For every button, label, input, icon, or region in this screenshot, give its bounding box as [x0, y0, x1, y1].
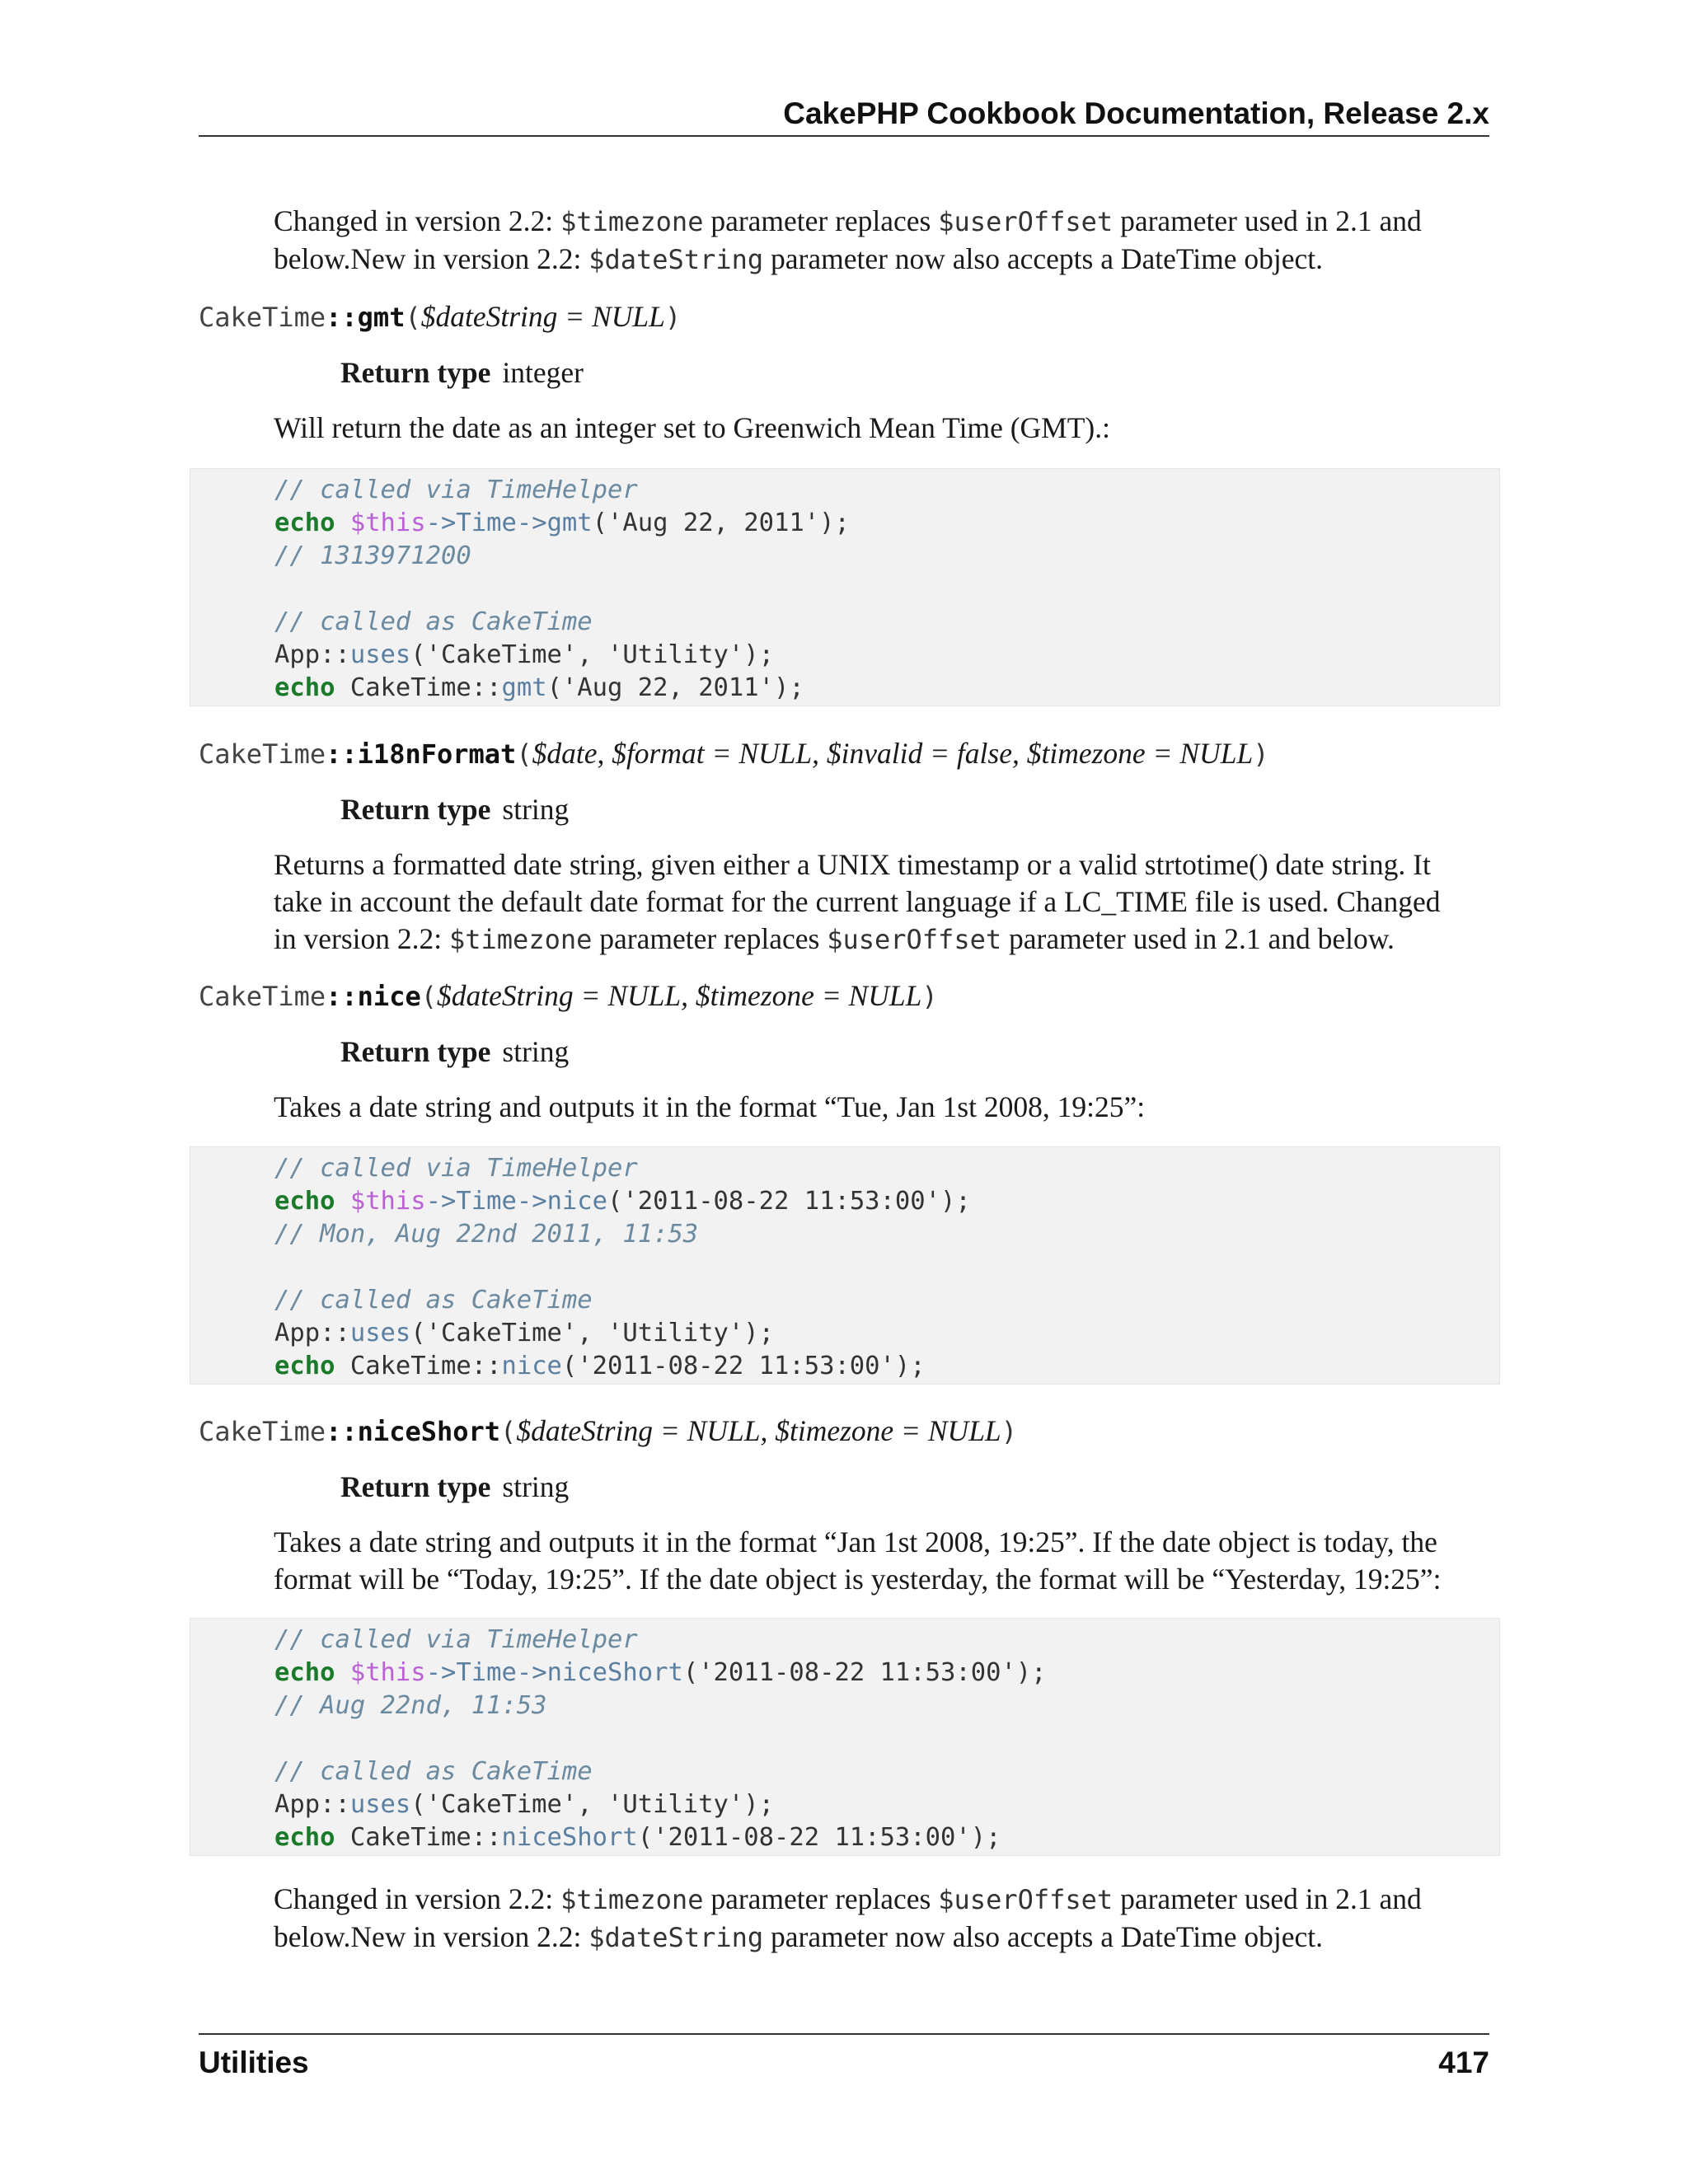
return-type-label: Return type — [340, 793, 491, 826]
return-type-value: string — [502, 793, 570, 826]
code-function: niceShort — [501, 1823, 638, 1852]
code-args: ('2011-08-22 11:53:00'); — [607, 1187, 971, 1216]
code-variable: $this — [349, 1658, 426, 1687]
code-comment: // Mon, Aug 22nd 2011, 11:53 — [274, 1220, 699, 1249]
method-signature-niceshort — [199, 1412, 1017, 1451]
code-block-gmt — [190, 468, 1500, 706]
scope-separator: :: — [326, 302, 358, 333]
inline-code: $userOffset — [938, 206, 1114, 237]
code-accessor: ->Time-> — [425, 1658, 547, 1687]
code-function: gmt — [546, 509, 593, 537]
class-name: CakeTime — [199, 1416, 326, 1447]
text: Changed in version 2.2: — [274, 204, 561, 237]
text: parameter replaces — [592, 922, 828, 955]
class-name: CakeTime — [199, 302, 326, 333]
inline-code: $userOffset — [938, 1884, 1114, 1915]
text: below.New in version 2.2: — [274, 1920, 589, 1953]
method-args: $date, $format = NULL, $invalid = false, $timezone = NULL — [532, 737, 1254, 770]
code-class: CakeTime:: — [349, 1823, 502, 1852]
text: in version 2.2: — [274, 922, 449, 955]
code-args: ('2011-08-22 11:53:00'); — [561, 1352, 926, 1380]
code-comment: // called via TimeHelper — [274, 476, 638, 504]
method-signature-gmt — [199, 298, 681, 336]
open-paren: ( — [500, 1416, 517, 1447]
method-name: niceShort — [357, 1416, 501, 1447]
close-paren: ) — [921, 981, 938, 1012]
text: take in account the default date format for the current language if a LC_TIME file is used. Changed — [274, 885, 1441, 918]
return-type-value: string — [502, 1035, 570, 1068]
inline-code: $userOffset — [827, 924, 1002, 955]
method-args: $dateString = NULL, $timezone = NULL — [436, 979, 922, 1012]
code-keyword: echo — [274, 1823, 335, 1852]
code-comment: // called via TimeHelper — [274, 1154, 638, 1183]
text: below.New in version 2.2: — [274, 242, 589, 275]
text: parameter now also accepts a DateTime object. — [763, 242, 1323, 275]
code-comment: // called as CakeTime — [274, 607, 593, 636]
text: parameter replaces — [703, 204, 939, 237]
code-comment: // called as CakeTime — [274, 1757, 593, 1786]
code-comment: // Aug 22nd, 11:53 — [274, 1691, 547, 1720]
code-class: App:: — [274, 1790, 350, 1819]
text: Changed in version 2.2: — [274, 1882, 561, 1915]
code-accessor: ->Time-> — [425, 1187, 547, 1216]
code-function: nice — [546, 1187, 608, 1216]
code-args: ('CakeTime', 'Utility'); — [410, 1319, 774, 1347]
code-class: App:: — [274, 640, 350, 669]
inline-code: $timezone — [560, 206, 704, 237]
inline-code: $timezone — [560, 1884, 704, 1915]
open-paren: ( — [420, 981, 437, 1012]
scope-separator: :: — [326, 981, 358, 1012]
code-block-niceshort — [190, 1618, 1500, 1856]
text: parameter used in 2.1 and — [1113, 1882, 1422, 1915]
text: format will be “Today, 19:25”. If the date object is yesterday, the format will be “Yesterday, 19:25”: — [274, 1563, 1442, 1596]
code-function: uses — [349, 1319, 411, 1347]
description-nice: Takes a date string and outputs it in the format “Tue, Jan 1st 2008, 19:25”: — [274, 1090, 1146, 1123]
code-args: ('2011-08-22 11:53:00'); — [682, 1658, 1047, 1687]
method-signature-nice — [199, 977, 938, 1015]
code-function: gmt — [501, 673, 547, 702]
inline-code: $timezone — [448, 924, 593, 955]
text: parameter replaces — [703, 1882, 939, 1915]
code-keyword: echo — [274, 509, 335, 537]
method-args: $dateString = NULL, $timezone = NULL — [516, 1414, 1001, 1447]
code-keyword: echo — [274, 1658, 335, 1687]
description-niceshort — [274, 1524, 1490, 1598]
code-function: niceShort — [546, 1658, 683, 1687]
code-class: CakeTime:: — [349, 673, 502, 702]
inline-code: $dateString — [588, 244, 764, 275]
return-type-label: Return type — [340, 1035, 491, 1068]
footer-section: Utilities — [199, 2046, 309, 2079]
return-type-nice — [340, 1033, 569, 1071]
code-function: uses — [349, 1790, 411, 1819]
code-comment: // called as CakeTime — [274, 1286, 593, 1315]
text: Returns a formatted date string, given either a UNIX timestamp or a valid strtotime() date string. It — [274, 848, 1431, 881]
text: Takes a date string and outputs it in the format “Jan 1st 2008, 19:25”. If the date object is today, the — [274, 1526, 1437, 1558]
code-keyword: echo — [274, 673, 335, 702]
text: parameter used in 2.1 and — [1113, 204, 1422, 237]
code-function: nice — [501, 1352, 562, 1380]
scope-separator: :: — [326, 1416, 358, 1447]
code-args: ('CakeTime', 'Utility'); — [410, 1790, 774, 1819]
outro-paragraph — [274, 1881, 1490, 1957]
code-comment: // called via TimeHelper — [274, 1625, 638, 1654]
method-name: gmt — [357, 302, 406, 333]
text: parameter used in 2.1 and below. — [1001, 922, 1395, 955]
close-paren: ) — [664, 302, 682, 333]
code-class: App:: — [274, 1319, 350, 1347]
code-args: ('Aug 22, 2011'); — [592, 509, 850, 537]
scope-separator: :: — [326, 738, 358, 770]
code-args: ('2011-08-22 11:53:00'); — [637, 1823, 1001, 1852]
return-type-label: Return type — [340, 1470, 491, 1503]
close-paren: ) — [1001, 1416, 1017, 1447]
code-keyword: echo — [274, 1352, 335, 1380]
description-i18nformat — [274, 846, 1490, 958]
return-type-niceshort — [340, 1468, 569, 1506]
code-block-nice — [190, 1146, 1500, 1385]
code-comment: // 1313971200 — [274, 541, 471, 570]
return-type-i18nformat — [340, 790, 569, 828]
code-variable: $this — [349, 1187, 426, 1216]
page-header: CakePHP Cookbook Documentation, Release 2.x — [199, 92, 1489, 137]
close-paren: ) — [1253, 738, 1269, 770]
intro-paragraph — [274, 203, 1490, 279]
code-class: CakeTime:: — [349, 1352, 502, 1380]
class-name: CakeTime — [199, 981, 326, 1012]
inline-code: $dateString — [588, 1922, 764, 1953]
method-signature-i18nformat — [199, 734, 1268, 773]
class-name: CakeTime — [199, 738, 326, 770]
code-function: uses — [349, 640, 411, 669]
code-variable: $this — [349, 509, 426, 537]
text: parameter now also accepts a DateTime object. — [763, 1920, 1323, 1953]
open-paren: ( — [516, 738, 532, 770]
return-type-value: string — [502, 1470, 570, 1503]
page-number: 417 — [1438, 2046, 1489, 2079]
footer-rule — [199, 2033, 1489, 2035]
code-accessor: ->Time-> — [425, 509, 547, 537]
return-type-value: integer — [502, 356, 584, 389]
return-type-label: Return type — [340, 356, 491, 389]
description-gmt: Will return the date as an integer set to Greenwich Mean Time (GMT).: — [274, 411, 1110, 444]
open-paren: ( — [405, 302, 421, 333]
code-args: ('CakeTime', 'Utility'); — [410, 640, 774, 669]
method-args: $dateString = NULL — [420, 300, 665, 333]
code-args: ('Aug 22, 2011'); — [546, 673, 804, 702]
method-name: nice — [357, 981, 421, 1012]
code-keyword: echo — [274, 1187, 335, 1216]
return-type-gmt — [340, 354, 584, 391]
method-name: i18nFormat — [357, 738, 517, 770]
